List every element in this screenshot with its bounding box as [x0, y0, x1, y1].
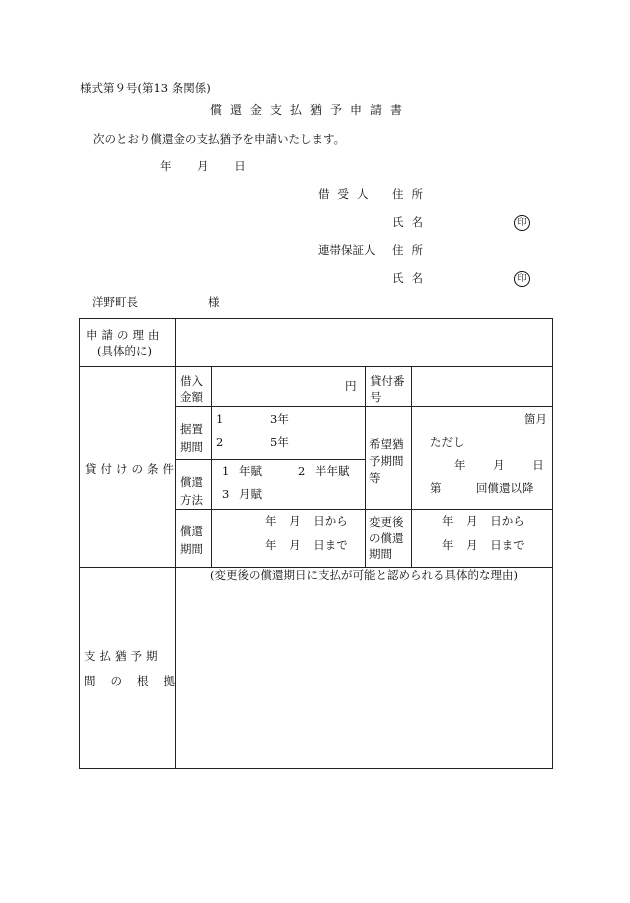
changed-period-label: 変更後の償還期間: [369, 515, 404, 561]
however-date: 年 月 日: [454, 458, 544, 472]
deferment-label: 据置期間: [180, 422, 203, 454]
borrower-name-label: 氏名: [392, 215, 431, 229]
form-number: 様式第９号(第13 条関係): [80, 81, 211, 95]
method-label: 償還方法: [180, 475, 203, 507]
however-text: ただし: [430, 435, 465, 449]
intro-text: 次のとおり償還金の支払猶予を申請いたします。: [93, 132, 346, 146]
application-date: 年 月 日: [160, 159, 246, 173]
deferment-option-2-number[interactable]: 2: [216, 435, 224, 449]
addressee-name: 洋野町長: [92, 295, 138, 309]
basis-label-1: 支払猶予期: [84, 649, 162, 663]
borrower-seal: 印: [514, 215, 530, 231]
changed-period-to: 年 月 日まで: [442, 538, 525, 552]
guarantor-label: 連帯保証人: [318, 243, 376, 257]
nth-prefix: 第: [430, 481, 442, 495]
borrower-label: 借受人: [318, 187, 377, 201]
reason-field[interactable]: [176, 319, 552, 366]
months-unit: 箇月: [524, 412, 547, 426]
method-option-1[interactable]: 1 年賦: [222, 464, 262, 478]
loan-amount-field[interactable]: [212, 367, 342, 406]
addressee-honorific: 様: [208, 295, 220, 309]
loan-number-field[interactable]: [412, 367, 552, 406]
reason-label: 申請の理由: [86, 328, 164, 342]
conditions-label: 貸付けの条件: [85, 462, 178, 476]
basis-label-2: 間の根拠: [84, 674, 190, 688]
period-from: 年 月 日から: [265, 514, 348, 528]
nth-suffix: 回償還以降: [476, 481, 534, 495]
deferment-option-2-value: 5年: [270, 435, 289, 449]
method-option-2[interactable]: 2 半年賦: [298, 464, 350, 478]
document-title: 償還金支払猶予申請書: [210, 103, 411, 117]
loan-number-label: 貸付番号: [370, 374, 405, 404]
guarantor-name-label: 氏名: [392, 271, 431, 285]
guarantor-seal: 印: [514, 271, 530, 287]
basis-field[interactable]: [176, 586, 552, 768]
deferment-option-1-number[interactable]: 1: [216, 412, 224, 426]
period-to: 年 月 日まで: [265, 538, 348, 552]
deferment-option-1-value: 3年: [270, 412, 289, 426]
changed-period-from: 年 月 日から: [442, 514, 525, 528]
period-label: 償還期間: [180, 524, 203, 556]
borrower-address-label: 住所: [392, 187, 431, 201]
guarantor-address-label: 住所: [392, 243, 431, 257]
loan-amount-label: 借入金額: [180, 374, 203, 404]
basis-note: (変更後の償還期日に支払が可能と認められる具体的な理由): [210, 568, 518, 582]
yen-unit: 円: [345, 379, 357, 393]
method-option-3[interactable]: 3 月賦: [222, 487, 262, 501]
reason-label-sub: (具体的に): [97, 344, 152, 358]
desired-grace-label: 希望猶予期間等: [369, 437, 404, 485]
